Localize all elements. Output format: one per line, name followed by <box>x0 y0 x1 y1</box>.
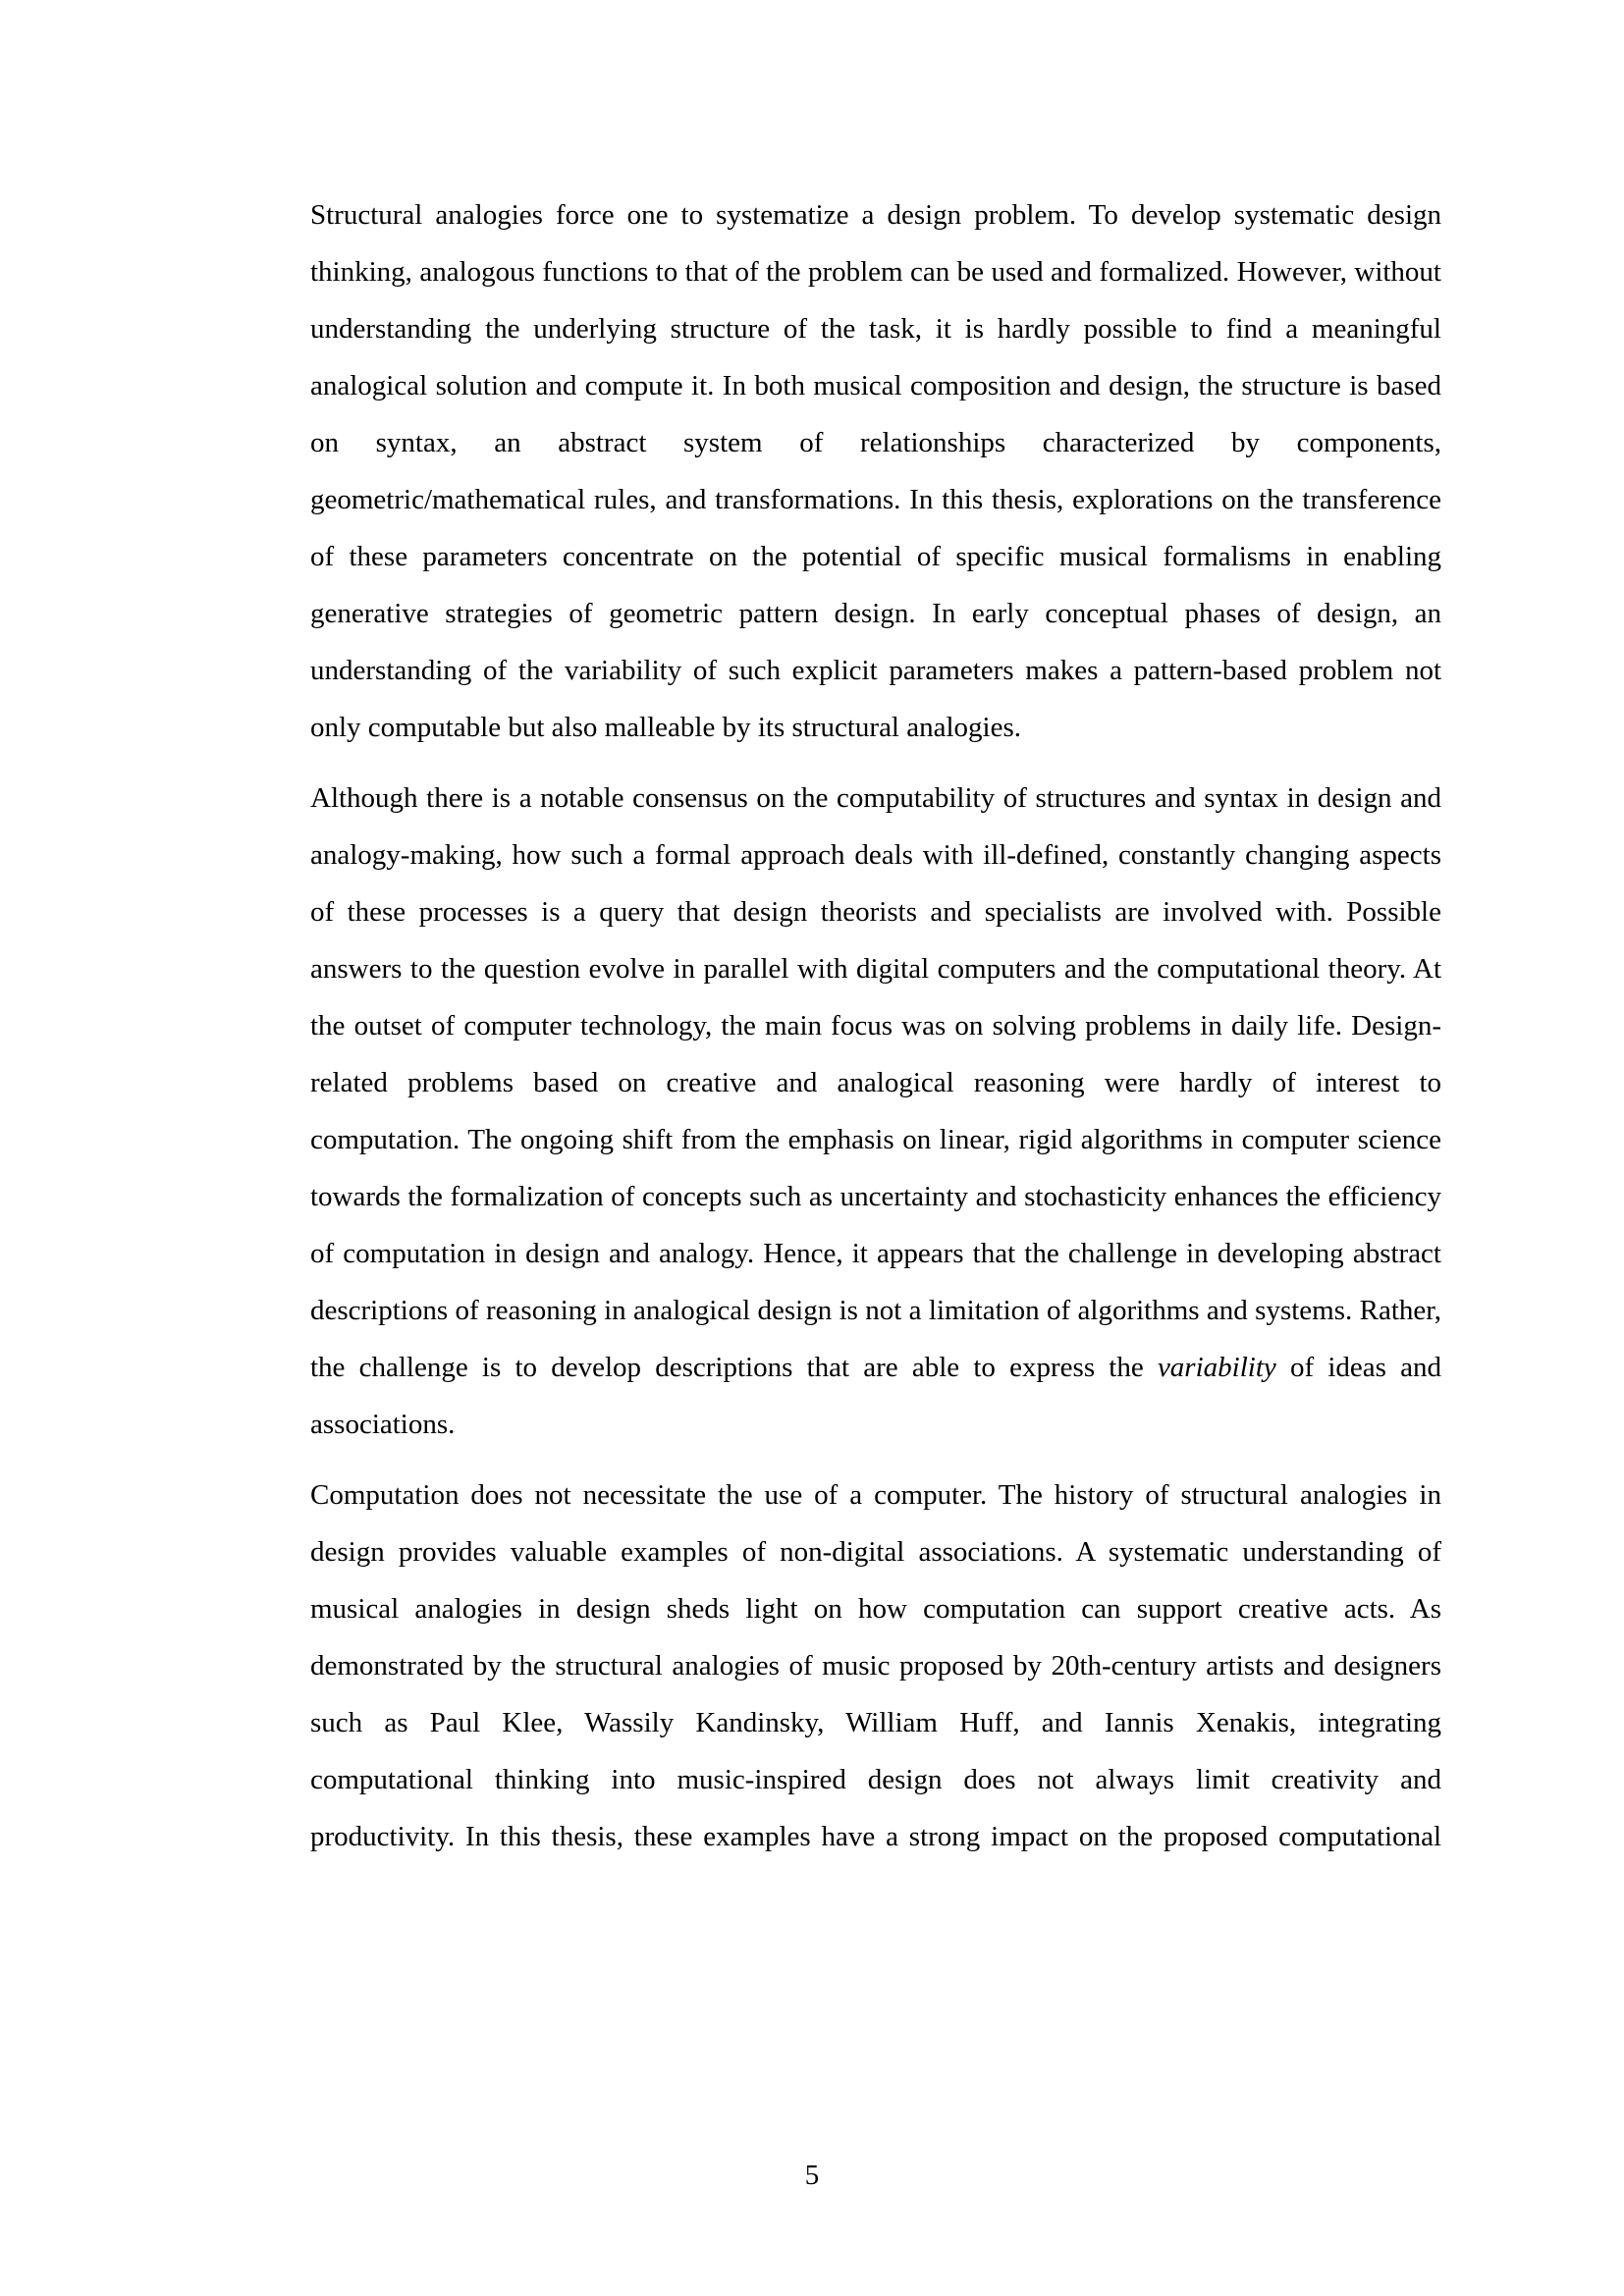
paragraph-structural-analogies: Structural analogies force one to systematize a design problem. To develop systematic design thinking, analogous functions to that of the problem can be used and formalized. However, without understanding the underlying structure of the task, it is hardly possible to find a meaningful analogical solution and compute it. In both musical composition and design, the structure is based on syntax, an abstract system of relationships characterized by components, geometric/mathematical rules, and transformations. In this thesis, explorations on the transference of these parameters concentrate on the potential of specific musical formalisms in enabling generative strategies of geometric pattern design. In early conceptual phases of design, an understanding of the variability of such explicit parameters makes a pattern-based problem not only computable but also malleable by its structural analogies. <box>310 199 1441 743</box>
page-number: 5 <box>804 2160 820 2191</box>
paragraph-computation-without-computer: Computation does not necessitate the use of a computer. The history of structural analogies in design provides valuable examples of non-digital associations. A systematic understanding of musical analogies in design sheds light on how computation can support creative acts. As demonstrated by the structural analogies of music proposed by 20th-century artists and designers such as Paul Klee, Wassily Kandinsky, William Huff, and Iannis Xenakis, integrating computational thinking into music-inspired design does not always limit creativity and productivity. In this thesis, these examples have a strong impact on the proposed computational <box>310 1479 1441 1852</box>
paragraph-text-after-emphasis: of ideas and associations. <box>310 1352 1441 1440</box>
paragraph-text-before-emphasis: Although there is a notable consensus on the computability of structures and syntax in design and analogy-making, how such a formal approach deals with ill-defined, constantly changing aspects of these processes is a query that design theorists and specialists are involved with. Possible answers to the question evolve in parallel with digital computers and the computational theory. At the outset of computer technology, the main focus was on solving problems in daily life. Design-related problems based on creative and analogical reasoning were hardly of interest to computation. The ongoing shift from the emphasis on linear, rigid algorithms in computer science towards the formalization of concepts such as uncertainty and stochasticity enhances the efficiency of computation in design and analogy. Hence, it appears that the challenge in developing abstract descriptions of reasoning in analogical design is not a limitation of algorithms and systems. Rather, the challenge is to develop descriptions that are able to express the <box>310 782 1441 1383</box>
body-text <box>310 187 1441 1879</box>
emphasized-term: variability <box>1157 1352 1276 1383</box>
paragraph-computability-consensus <box>310 770 1441 1453</box>
